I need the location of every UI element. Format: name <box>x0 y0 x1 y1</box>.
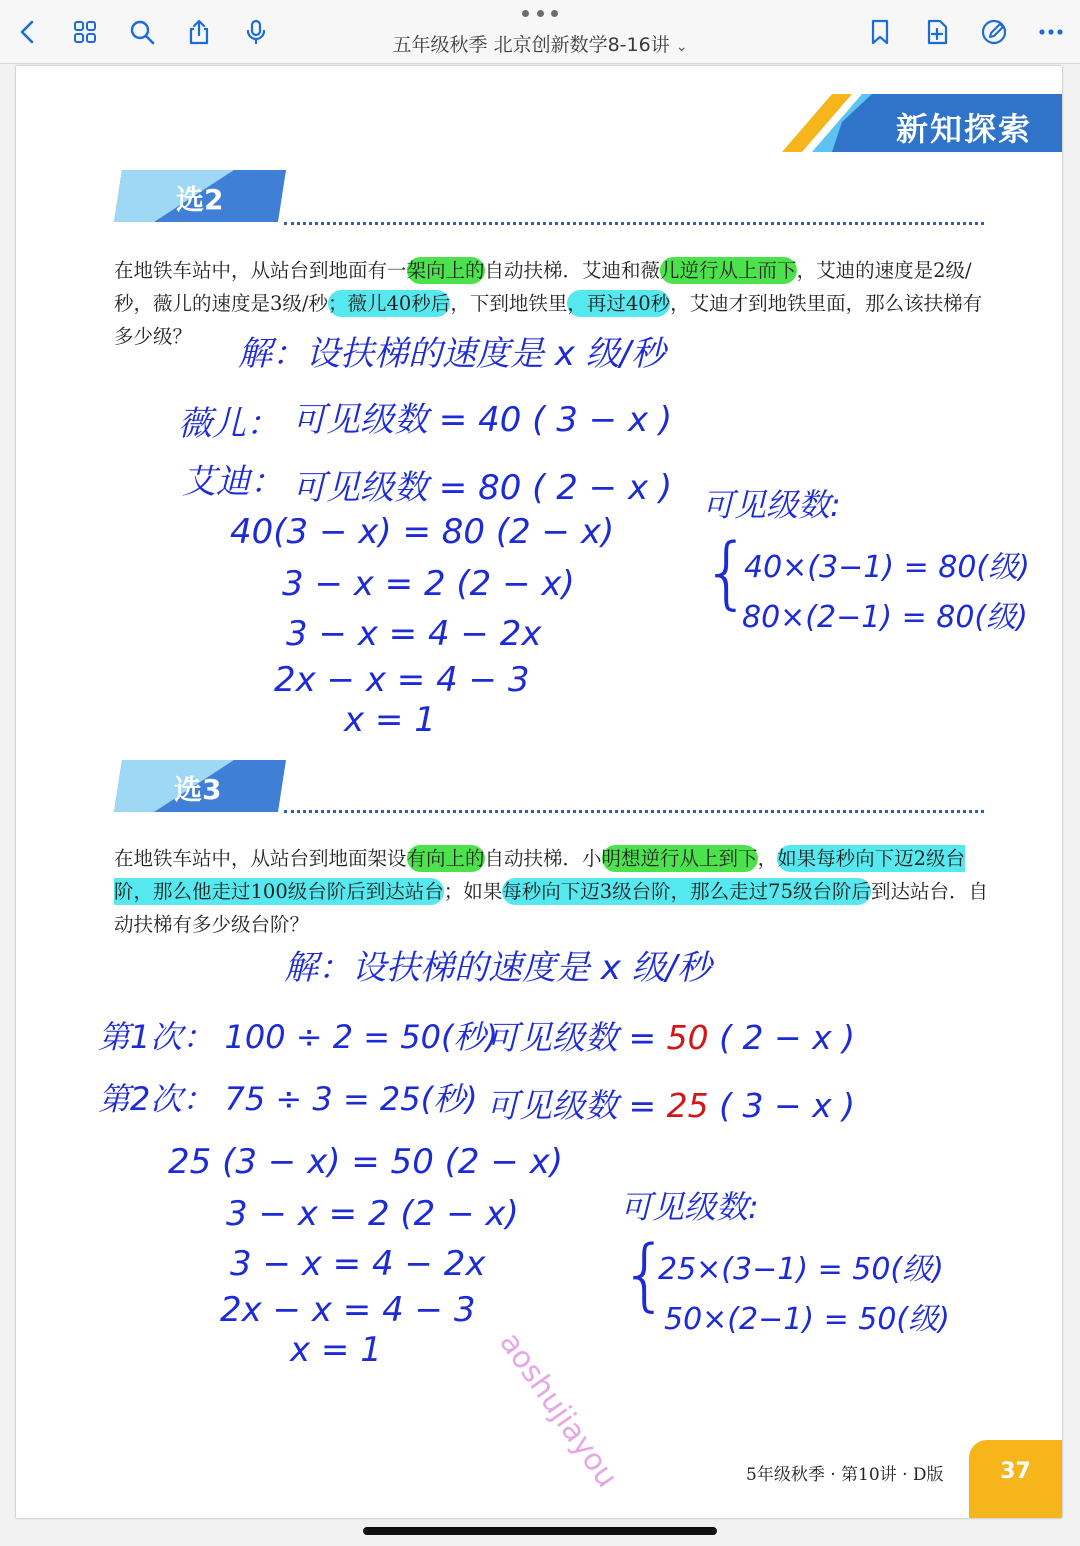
banner-title: 新知探索 <box>895 110 1032 148</box>
handwritten-equation: 可见级数 = 40 ( 3 − x ) <box>292 400 673 440</box>
highlight-number: 50 <box>666 1018 709 1057</box>
handwritten-equation: 第1次： 100 ÷ 2 = 50(秒) <box>98 1018 498 1056</box>
microphone-icon <box>242 18 270 46</box>
handwritten-equation: 可见级数 = 25 ( 3 − x ) <box>486 1086 856 1125</box>
bookmark-button[interactable] <box>862 14 898 50</box>
add-document-icon <box>923 18 951 46</box>
document-page <box>16 66 1062 1518</box>
handwritten-equation: 3 − x = 4 − 2x <box>230 1244 486 1284</box>
multitask-handle[interactable] <box>522 10 558 20</box>
watermark: aoshujiayou <box>492 1326 625 1494</box>
handwritten-equation: 3 − x = 2 (2 − x) <box>226 1194 519 1234</box>
handwritten-check-title: 可见级数: <box>620 1188 759 1226</box>
handwritten-equation: 2x − x = 4 − 3 <box>274 660 530 700</box>
handwritten-check-line: 40×(3−1) = 80(级) <box>744 550 1030 585</box>
dictation-button[interactable] <box>238 14 274 50</box>
search-button[interactable] <box>124 14 160 50</box>
handwritten-solution-line: 解：设扶梯的速度是 x 级/秒 <box>238 334 666 374</box>
back-button[interactable] <box>10 14 46 50</box>
more-button[interactable] <box>1033 14 1069 50</box>
handwritten-check-line: 50×(2−1) = 50(级) <box>664 1302 950 1337</box>
handwritten-equation: 3 − x = 4 − 2x <box>286 614 542 654</box>
section-tag-label: 选2 <box>176 183 224 216</box>
handwritten-label: 艾迪： <box>182 462 284 502</box>
problem-text: 在地铁车站中，从站台到地面架设有向上的自动扶梯．小明想逆行从上到下，如果每秒向下迈2级台阶，那么他走过100级台阶后到达站台；如果每秒向下迈3级台阶，那么走过75级台阶后到达站台．自动扶梯有多少级台阶？ <box>114 847 988 936</box>
share-icon <box>185 18 213 46</box>
chevron-left-icon <box>14 18 42 46</box>
problem-text: 在地铁车站中，从站台到地面有一架向上的自动扶梯．艾迪和薇儿逆行从上而下，艾迪的速度是2级/秒，薇儿的速度是3级/秒；薇儿40秒后，下到地铁里，再过40秒，艾迪才到地铁里面，那么该扶梯有多少级？ <box>114 259 983 348</box>
markup-button[interactable] <box>976 14 1012 50</box>
handwritten-equation: 第2次： 75 ÷ 3 = 25(秒) <box>98 1080 478 1118</box>
document-title[interactable]: 五年级秋季 北京创新数学8-16讲 ⌄ <box>392 34 688 56</box>
chevron-down-icon: ⌄ <box>675 39 688 55</box>
page-number: 37 <box>1000 1459 1031 1484</box>
handwritten-equation: 3 − x = 2 (2 − x) <box>282 564 575 604</box>
handwritten-check-line: 25×(3−1) = 50(级) <box>658 1252 944 1287</box>
handwritten-equation: 2x − x = 4 − 3 <box>220 1290 476 1330</box>
highlight-number: 25 <box>666 1086 709 1125</box>
handwritten-equation: 可见级数 = 50 ( 2 − x ) <box>486 1018 856 1057</box>
footer-label: 5年级秋季 · 第10讲 · D版 <box>746 1465 944 1485</box>
brace-mark: { <box>620 1230 670 1320</box>
handwritten-equation: 40(3 − x) = 80 (2 − x) <box>230 512 615 552</box>
thumbnails-button[interactable] <box>67 14 103 50</box>
search-icon <box>128 18 156 46</box>
divider <box>284 222 984 225</box>
ellipsis-icon <box>1037 18 1065 46</box>
handwritten-solution-line: 解：设扶梯的速度是 x 级/秒 <box>284 948 712 988</box>
brace-mark: { <box>702 528 752 618</box>
divider <box>284 810 984 813</box>
bookmark-icon <box>866 18 894 46</box>
reader-toolbar <box>0 0 1080 64</box>
handwritten-equation: x = 1 <box>344 700 436 740</box>
add-page-button[interactable] <box>919 14 955 50</box>
handwritten-label: 薇儿： <box>178 404 280 444</box>
home-indicator[interactable] <box>363 1527 717 1535</box>
handwritten-check-title: 可见级数: <box>702 486 841 524</box>
handwritten-check-line: 80×(2−1) = 80(级) <box>742 600 1028 635</box>
share-button[interactable] <box>181 14 217 50</box>
grid-icon <box>71 18 99 46</box>
handwritten-equation: x = 1 <box>290 1330 382 1370</box>
handwritten-equation: 可见级数 = 80 ( 2 − x ) <box>292 468 673 508</box>
handwritten-equation: 25 (3 − x) = 50 (2 − x) <box>168 1142 564 1182</box>
pen-circle-icon <box>980 18 1008 46</box>
section-tag-label: 选3 <box>174 773 222 806</box>
